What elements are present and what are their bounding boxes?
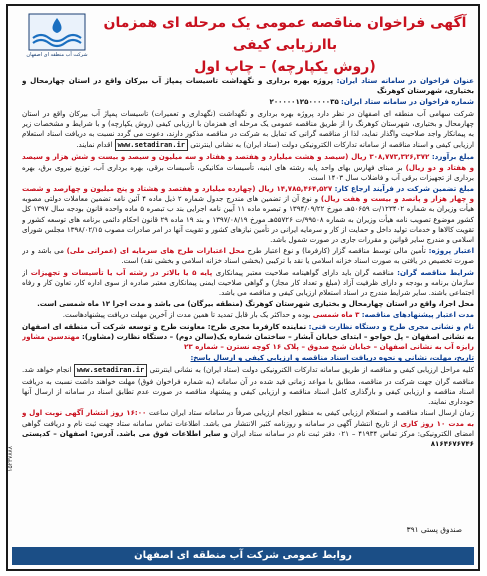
tender-number-value: ۲۰۰۰۰۰۱۲۵۰۰۰۰۰۳۵: [269, 97, 339, 107]
conditions-paragraph: [22, 268, 474, 299]
guarantee-tail: و نوع آن از تضمین های مندرج جدول شماره ۲ ذیل ماده ۴ آئین نامه تضمین معاملات دولتی مصوبه هیأت وزیران به شماره ۱۲۳۴۰۲/ت ۵۰۶۵۹هـ مورخ ۱۳۹۴/۰۹/۲۲ و تبصره ماده ۱۱ آیین نامه اجرایی بند ب تبصره ۵ ماده واحده قانون بودجه سال ۱۳۹۷ کل کشور موضوع تصویب نامه هیأت وزیران به شماره ۹۹۵۰۸/ت ۵۵۷۲۶هـ مورخ ۱۳۹۷/۰۸/۱۹ و بند ۱۹ ماده ۲۹ قانون احکام دائمی برنامه های توسعه کشور و تقویت کالاها و خدمات تولید داخل و حمایت از کار و سرمایه ایرانی در تأمین نیازهای کشور و تقویت آنها در امر صادرات مصوب ۱۳۹۸/۰۲/۱۵ مجلس شورای اسلامی و مندرج سایر قوانین و مقررات جاری در صورت شمول باشد.: [22, 194, 474, 245]
ad-subtitle: (روش یکپارچه) – چاپ اول: [194, 59, 376, 75]
procedure-tail: انجام خواهد شد. مناقصه گران جهت شرکت در مناقصه، مطابق با مواعد زمانی قید شده در آن سامانه (به شماره فراخوان فوق) مهلت خواهند داشت نسبت به دریافت اسناد مناقصه و ارزیابی کیفی و بارگذاری کامل اسناد مناقصه و ارزیابی کیفی و پیشنهاد مناقصه در صورت عدم تطابق اسناد در سامانه از ارسال آنها خودداری نمایند.: [22, 365, 474, 407]
ad-body: [22, 76, 474, 528]
schedule-heading-paragraph: [22, 353, 474, 363]
tender-number-paragraph: [22, 97, 474, 107]
setadiran-link-2[interactable]: www.setadiran.ir: [74, 364, 147, 376]
deadline-text: زمان ارسال اسناد مناقصه و استعلام ارزیابی کیفی به منظور انجام ارزیابی صرفاً در سامانه ستاد ایران ساعت: [148, 408, 474, 418]
deadline-highlight: ۱۶:۰۰ روز انتشار آگهی نوبت اول و به مدت ۱۰ روز کاری: [22, 408, 474, 428]
advertisement-frame: [6, 4, 480, 571]
intro-paragraph: [22, 109, 474, 152]
location-paragraph: [22, 299, 474, 309]
intro-text: شرکت سهامی آب منطقه ای اصفهان در نظر دارد پروژه بهره برداری و نگهداشت (نگهداری و تعمیرات) تاسیسات پمپاژ آب بیرکان واقع در استان چهارمحال و بختیاری، شهرستان کوهرنگ را از طریق مناقصه عمومی یک مرحله ای همزمان با ارزیابی کیفی (روش یکپارچه) و با شرایط و مشخصات زیر به پیمانکار واجد صلاحیت واگذار نماید، لذا از مناقصه گرانی که تمایل به شرکت در مناقصه مذکور دارند، دعوت می گردد نسبت به دریافت اسناد استعلام ارزیابی کیفی و اسناد مناقصه از سامانه تدارکات الکترونیکی دولت (ستاد ایران) به نشانی اینترنتی: [22, 108, 474, 150]
location-text: محل اجرا، واقع در استان چهارمحال و بختیاری شهرستان کوهرنگ (منطقه بیرگان) می باشد و مدت اجرا ۱۲ ماه شمسی است.: [37, 299, 474, 309]
validity-paragraph: [22, 310, 474, 320]
procedure-paragraph: [22, 364, 474, 407]
credit-tail: می باشد و در صورت تخصیص در یافتی به صورت اسناد خزانه اسلامی یا نقد با ترکیبی (بخشی اسناد خزانه اسلامی و بخشی نقد) است.: [22, 246, 474, 266]
estimate-tail: بر مبنای فهارس بهای واحد پایه رشته های ابنیه، تأسیسات مکانیکی، تأسیسات برقی، بهره برداری آب، توزیع نیروی برق، بهره برداری از تجهیزات برقی آب و فاضلاب سال ۱۴۰۳ است.: [22, 162, 474, 182]
conditions-tail: از سازمان برنامه و بودجه و دارای ظرفیت آزاد (مبلغ و تعداد کار مجاز) و گواهی صلاحیت ایمنی پیمانکاری معتبر صادره از سوی اداره کار، تعاون کار و رفاه اجتماعی باشند. سایر شرایط مندرج در اسناد استعلام ارزیابی کیفی و مناقصه می باشد.: [22, 267, 474, 298]
header: [14, 10, 474, 75]
estimate-paragraph: [22, 152, 474, 183]
address-text: و سایر اطلاعات فوق می باشد. آدرس: اصفهان – کدپستی ۸۱۶۴۶۷۶۷۴۶: [22, 428, 474, 448]
tender-title-paragraph: [22, 76, 474, 96]
ad-title: آگهی فراخوان مناقصه عمومی یک مرحله ای همزمان باارزیابی کیفی: [103, 15, 467, 53]
tender-number-label: شماره فراخوان در سامانه ستاد ایران:: [341, 97, 474, 107]
deadline-paragraph: [22, 408, 474, 449]
conditions-label: شرایط مناقصه گران:: [397, 267, 474, 277]
estimate-value: ۳۰۸,۷۷۳,۳۲۶,۳۷۲ ریال (سیصد و هشت میلیارد و هفتصد و هفتاد و سه میلیون و سیصد و بیست و شش هزار و سیصد و هفتاد و دو ریال): [22, 152, 474, 172]
consultant-address: مهندسین مشاور رایزه آب به نشانی اصفهان – خیابان شیخ صدوق – پلاک ۱۶ کوچه نسترن – شماره ۲۳: [22, 331, 474, 352]
title-box: [100, 12, 470, 78]
tender-title-value: پروژه بهره برداری و نگهداشت تاسیسات پمپاژ آب بیرکان واقع در استان چهارمحال و بختیاری، شهرستان کوهرنگ: [22, 76, 474, 96]
water-company-logo-icon: [27, 12, 87, 52]
validity-value: ۳ ماه شمسی: [312, 310, 360, 320]
estimate-label: مبلغ برآورد:: [431, 152, 474, 162]
conditions-text: مناقصه گران باید دارای گواهینامه صلاحیت معتبر پیمانکاری: [215, 267, 394, 277]
supervisor-text: نماینده کارفرما مجری طرح: معاونت طرح و توسعه شرکت آب منطقه ای اصفهان به نشانی اصفهان – پل خواجو – ابتدای خیابان آبشار – ساختمان شماره یک(سالن دوم) – دستگاه نظارت (مشاور):: [22, 321, 474, 341]
guarantee-label: مبلغ تضمین شرکت در فرآیند ارجاع کار:: [334, 184, 474, 194]
setadiran-link[interactable]: www.setadiran.ir: [115, 139, 188, 151]
credit-text: تأمین مالی توسط مناقصه گزار (کارفرما) و نوع اعتبار طرح: [247, 246, 426, 256]
logo-caption: شرکت آب منطقه ای اصفهان: [26, 52, 88, 58]
deadline-tail: از تاریخ انتشار آگهی در سامانه و روزنامه کثیر الانتشار می باشد. اطلاعات تماس سامانه ستاد جهت ثبت نام و دریافت گواهی امضای الکترونیکی: مرکز تماس ۴۱۹۳۴ – ۰۲۱ دفتر ثبت نام در سامانه ستاد ایران: [22, 418, 474, 438]
credit-paragraph: [22, 246, 474, 266]
procedure-text: کلیه مراحل ارزیابی کیفی و مناقصه از طریق سامانه تدارکات الکترونیکی دولت (ستاد ایران) به نشانی اینترنتی: [149, 365, 474, 375]
validity-label: مدت اعتبار پیشنهادهای مناقصه:: [361, 310, 474, 320]
logo: [18, 12, 96, 68]
intro-tail: اقدام نمایند.: [76, 140, 113, 150]
guarantee-value: ۱۴,۷۸۵,۴۶۴,۵۲۷ ریال (چهارده میلیارد و هفتصد و هشتاد و پنج میلیون و چهارصد و شصت و چهار هزار و پانصد و بیست و هفت ریال): [22, 184, 474, 204]
po-box: صندوق پستی ۳۹۱: [406, 525, 462, 534]
footer-signature: روابط عمومی شرکت آب منطقه ای اصفهان: [12, 547, 474, 565]
side-code: ۱۵۲۳۷۸۸۸: [7, 446, 14, 472]
validity-tail: بوده و حداکثر یک بار قابل تمدید تا همین مدت از آخرین مهلت دریافت پیشنهادهاست.: [62, 310, 311, 320]
guarantee-paragraph: [22, 184, 474, 245]
supervisor-label: نام و نشانی مجری طرح و دستگاه نظارت فنی:: [308, 321, 474, 331]
credit-highlight: محل اعتبارات طرح های سرمایه ای (عمرانی ملی): [66, 246, 245, 256]
schedule-heading: تاریخ، مهلت، نشانی و نحوه دریافت اسناد مناقصه و ارزیابی کیفی و ارسال پاسخ:: [190, 353, 474, 363]
supervisor-paragraph: [22, 322, 474, 353]
conditions-highlight: پایه ۵ یا بالاتر در رشته آب یا تأسیسات و تجهیزات: [30, 267, 213, 277]
tender-title-label: عنوان فراخوان در سامانه ستاد ایران:: [336, 76, 474, 85]
credit-label: اعتبار پروژه:: [428, 246, 474, 256]
